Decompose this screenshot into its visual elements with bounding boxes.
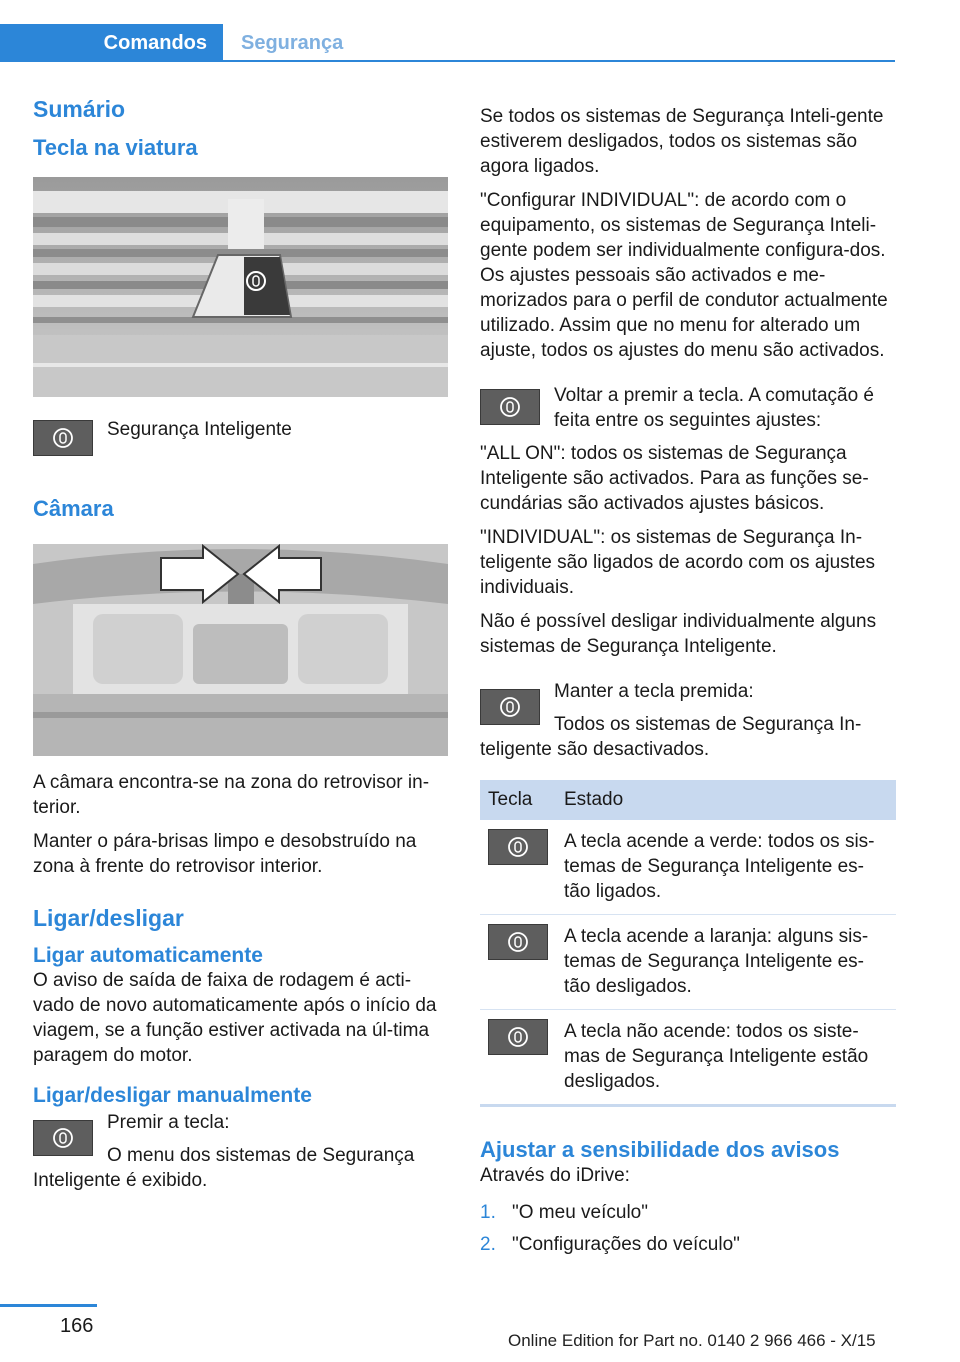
hold-key-text: Manter a tecla premida: [554,681,754,702]
list-item[interactable] [480,1200,896,1225]
camera-clean-text: Manter o pára-brisas limpo e desobstruído na zona à frente do retrovisor interior. [33,831,417,877]
auto-on-text: O aviso de saída de faixa de rodagem é acti-vado de novo automaticamente após o início da viagem, se a função estiver activada na úl-tima paragem do motor. [33,970,437,1066]
manual-key-block [33,1110,448,1168]
tab-comandos[interactable]: Comandos [0,24,223,62]
state-orange: A tecla acende a laranja: alguns sis-temas de Segurança Inteligente es-tão desligados. [556,915,896,1010]
table-row [480,820,896,915]
not-possible-text: Não é possível desligar individualmente alguns sistemas de Segurança Inteligente. [480,611,877,657]
all-on-text: "ALL ON": todos os sistemas de Segurança Inteligente são activados. Para as funções se-cundárias são activados ajustes básicos. [480,443,869,514]
edition-text: Online Edition for Part no. 0140 2 966 466 - X/15 [508,1331,876,1350]
heading-manual-on-off: Ligar/desligar manualmente [33,1084,312,1107]
safety-key-icon [33,1120,93,1156]
hold-deactivate-text: Todos os sistemas de Segurança In- [554,714,862,735]
list-number: 2. [480,1234,496,1255]
table-row [480,1010,896,1106]
individual-text: "INDIVIDUAL": os sistemas de Segurança In-teligente são ligados de acordo com os ajustes individuais. [480,527,876,598]
list-item[interactable] [480,1232,896,1257]
header-rule [0,60,895,62]
footer-rule [0,1304,97,1307]
safety-key-icon [488,924,548,960]
safety-key-icon [488,1019,548,1055]
header [0,0,960,62]
heading-on-off: Ligar/desligar [33,905,184,931]
press-again-text: Voltar a premir a tecla. A comutação é feita entre os seguintes ajustes: [554,385,875,431]
table-header-state: Estado [556,780,896,820]
state-off: A tecla não acende: todos os siste-mas de Segurança Inteligente estão desligados. [556,1010,896,1106]
state-green: A tecla acende a verde: todos os sis-temas de Segurança Inteligente es-tão ligados. [556,820,896,915]
idrive-text: Através do iDrive: [480,1165,630,1186]
manual-menu-text-cont: Inteligente é exibido. [33,1170,208,1191]
safety-key-icon [488,829,548,865]
press-again-block [480,383,896,433]
tab-seguranca[interactable]: Segurança [241,31,344,54]
photo-grille-key [33,177,448,397]
camera-location-text: A câmara encontra-se na zona do retrovisor in-terior. [33,772,430,818]
heading-summary: Sumário [33,96,126,122]
left-column [33,96,448,1202]
table-row [480,915,896,1010]
safety-key-icon [480,689,540,725]
list-text: "Configurações do veículo" [512,1234,740,1255]
manual-press-text: Premir a tecla: [107,1112,230,1133]
heading-key-in-vehicle: Tecla na viatura [33,135,198,160]
list-text: "O meu veículo" [512,1202,648,1223]
hold-key-block [480,679,896,737]
config-individual-text: "Configurar INDIVIDUAL": de acordo com o equipamento, os sistemas de Segurança Inteli-gente podem ser individualmente configura-dos. Os ajustes pessoais são activados e me-morizados para o perfil de condutor actualmente utilizado. Assim que no menu for alterado um ajuste, todos os ajustes do menu são activados. [480,190,888,361]
heading-camera: Câmara [33,496,114,521]
right-column [480,104,896,1264]
all-off-text: Se todos os sistemas de Segurança Inteli-gente estiverem desligados, todos os sistemas são agora ligados. [480,106,884,177]
heading-sensitivity: Ajustar a sensibilidade dos avisos [480,1137,840,1162]
manual-menu-text: O menu dos sistemas de Segurança [107,1145,415,1166]
hold-deactivate-text-cont: teligente são desactivados. [480,739,710,760]
key-caption: Segurança Inteligente [107,419,292,440]
table-header-key: Tecla [480,780,556,820]
page-number: 166 [60,1315,94,1337]
key-caption-block [33,417,448,456]
photo-camera-interior [33,544,448,756]
key-state-table [480,780,896,1107]
heading-auto-on: Ligar automaticamente [33,944,263,967]
list-number: 1. [480,1202,496,1223]
safety-key-icon [33,420,93,456]
safety-key-icon [480,389,540,425]
